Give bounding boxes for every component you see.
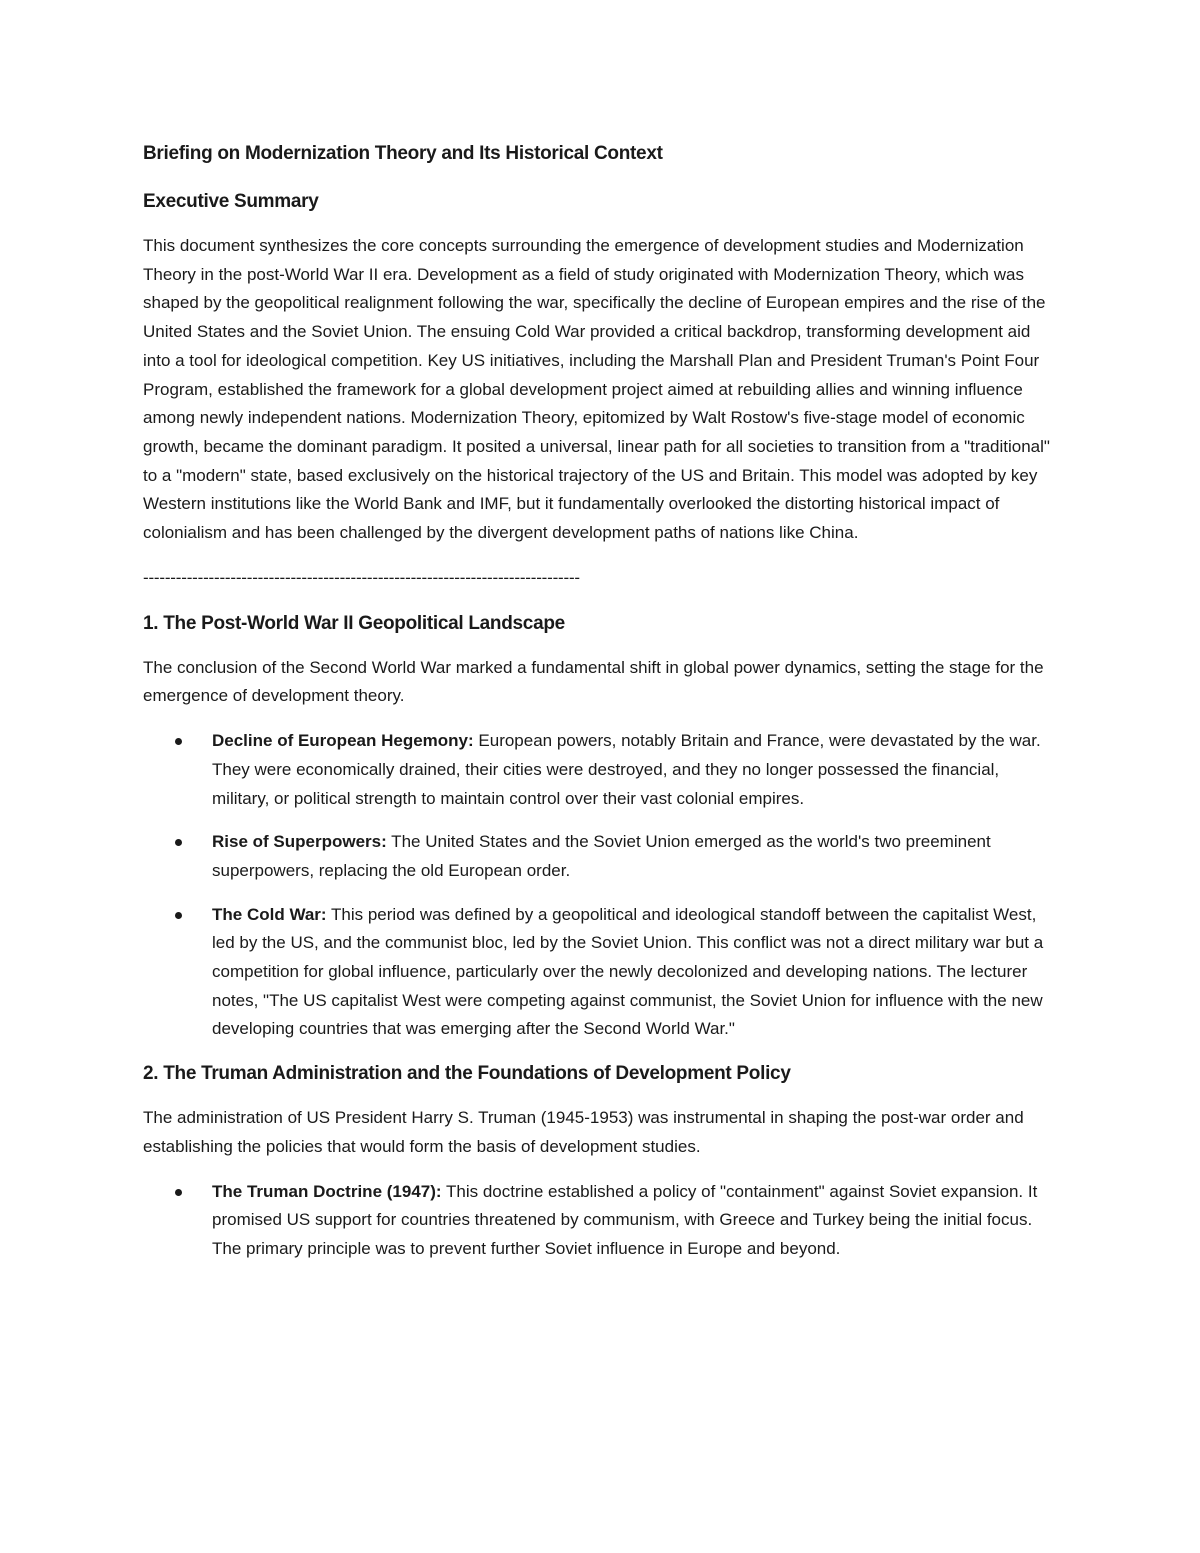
document-page <box>143 140 1058 1280</box>
bullet-icon <box>175 912 182 919</box>
bullet-text: This doctrine established a policy of "containment" against Soviet expansion. It promised US support for countries threatened by communism, with Greece and Turkey being the initial focus. The primary principle was to prevent further Soviet influence in Europe and beyond. <box>212 1181 1038 1258</box>
section-1-bullet-list <box>143 727 1058 1044</box>
bullet-icon <box>175 1189 182 1196</box>
executive-summary-heading: Executive Summary <box>143 191 319 212</box>
section-divider: -------------------------------------------------------------------------------- <box>143 567 580 587</box>
bullet-text: This period was defined by a geopolitical and ideological standoff between the capitalist West, led by the US, and the communist bloc, led by the Soviet Union. This conflict was not a direct military war but a competition for global influence, particularly over the newly decolonized and developing nations. The lecturer notes, "The US capitalist West were competing against communist, the Soviet Union for influence with the new developing countries that was emerging after the Second World War." <box>212 904 1044 1039</box>
document-title: Briefing on Modernization Theory and Its Historical Context <box>143 143 663 164</box>
bullet-text: The United States and the Soviet Union emerged as the world's two preeminent superpowers, replacing the old European order. <box>212 832 991 880</box>
bullet-icon <box>175 839 182 846</box>
section-1-intro: The conclusion of the Second World War marked a fundamental shift in global power dynamics, setting the stage for the emergence of development theory. <box>143 657 1044 706</box>
bullet-item <box>143 828 1058 885</box>
bullet-icon <box>175 738 182 745</box>
section-2-intro: The administration of US President Harry S. Truman (1945-1953) was instrumental in shaping the post-war order and establishing the policies that would form the basis of development studies. <box>143 1108 1024 1156</box>
bullet-item <box>143 1178 1058 1264</box>
section-2-heading: 2. The Truman Administration and the Foundations of Development Policy <box>143 1063 791 1085</box>
bullet-term: Rise of Superpowers: <box>212 832 387 852</box>
bullet-text: European powers, notably Britain and France, were devastated by the war. They were economically drained, their cities were destroyed, and they no longer possessed the financial, military, or political strength to maintain control over their vast colonial empires. <box>212 731 1041 808</box>
bullet-term: Decline of European Hegemony: <box>212 731 474 751</box>
bullet-term: The Cold War: <box>212 904 327 924</box>
section-2-bullet-list <box>143 1178 1058 1264</box>
executive-summary-paragraph: This document synthesizes the core concepts surrounding the emergence of development studies and Modernization Theory in the post-World War II era. Development as a field of study originated with Modernization Theory, which was shaped by the geopolitical realignment following the war, specifically the decline of European empires and the rise of the United States and the Soviet Union. The ensuing Cold War provided a critical backdrop, transforming development aid into a tool for ideological competition. Key US initiatives, including the Marshall Plan and President Truman's Point Four Program, established the framework for a global development project aimed at rebuilding allies and winning influence among newly independent nations. Modernization Theory, epitomized by Walt Rostow's five-stage model of economic growth, became the dominant paradigm. It posited a universal, linear path for all societies to transition from a "traditional" to a "modern" state, based exclusively on the historical trajectory of the US and Britain. This model was adopted by key Western institutions like the World Bank and IMF, but it fundamentally overlooked the distorting historical impact of colonialism and has been challenged by the divergent development paths of nations like China. <box>143 236 1050 543</box>
bullet-term: The Truman Doctrine (1947): <box>212 1181 442 1201</box>
bullet-item <box>143 901 1058 1045</box>
section-1-heading: 1. The Post-World War II Geopolitical Landscape <box>143 612 565 634</box>
bullet-item <box>143 727 1058 813</box>
